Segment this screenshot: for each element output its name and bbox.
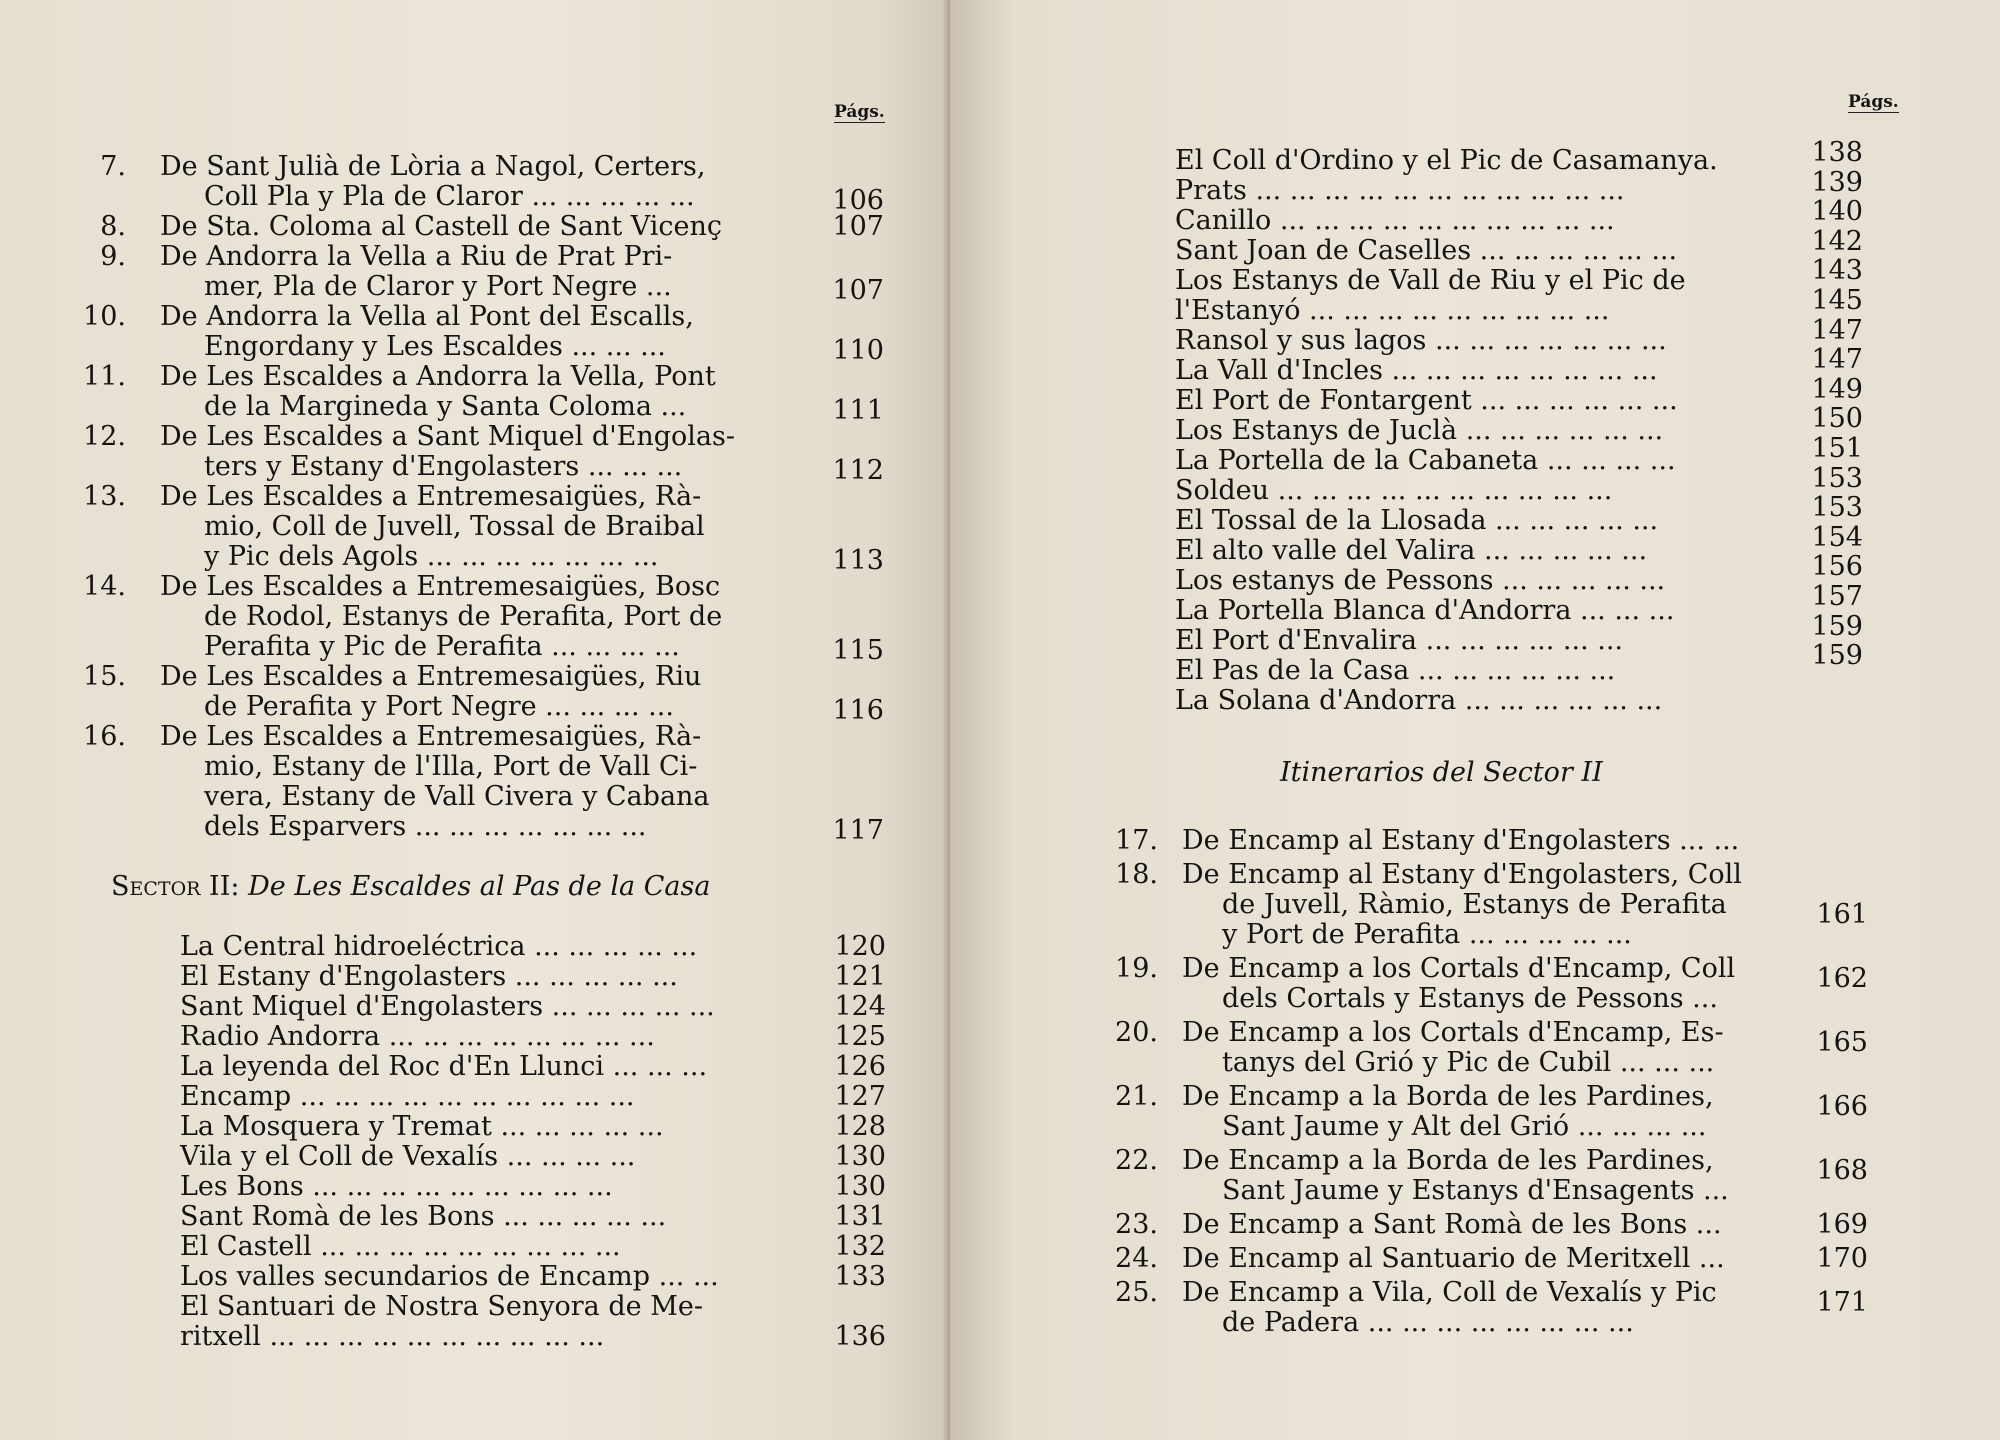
page-number: 156: [1811, 551, 1863, 583]
itinerary-text: tanys del Grió y Pic de Cubil ... ... ...: [1222, 1047, 1715, 1078]
itinerary-number: 11.: [83, 361, 126, 392]
pages-column-header: Págs.: [1848, 92, 1899, 112]
place-entry: Ransol y sus lagos ... ... ... ... ... ... ...: [1175, 325, 1667, 356]
page-number: 133: [834, 1261, 886, 1292]
place-entry: Los Estanys de Vall de Riu y el Pic de: [1175, 265, 1686, 296]
page-number: 111: [832, 395, 884, 426]
page-number: 147: [1811, 314, 1863, 346]
page-number: 159: [1811, 640, 1863, 672]
page-number: 166: [1816, 1091, 1868, 1122]
place-entry: Los estanys de Pessons ... ... ... ... ...: [1175, 565, 1666, 596]
page-number: 110: [832, 335, 884, 366]
itinerary-number: 19.: [1115, 953, 1158, 984]
place-entry: El Santuari de Nostra Senyora de Me-: [180, 1291, 703, 1322]
place-entry: La Central hidroeléctrica ... ... ... ... ...: [180, 931, 698, 962]
itinerary-text: ters y Estany d'Engolasters ... ... ...: [204, 451, 683, 482]
page-number: 154: [1811, 521, 1863, 553]
place-entry: El Coll d'Ordino y el Pic de Casamanya.: [1175, 145, 1718, 176]
page-number: 159: [1811, 610, 1863, 642]
itinerary-text: Sant Jaume y Alt del Grió ... ... ... ...: [1222, 1111, 1707, 1142]
page-number: 150: [1811, 403, 1863, 435]
page-number: 130: [834, 1171, 886, 1202]
itinerary-text: mio, Coll de Juvell, Tossal de Braibal: [204, 511, 705, 542]
itinerary-text: Engordany y Les Escaldes ... ... ...: [204, 331, 666, 362]
page-number: 131: [834, 1201, 886, 1232]
page-number: 161: [1816, 899, 1868, 930]
place-entry: Sant Joan de Caselles ... ... ... ... ... ...: [1175, 235, 1678, 266]
itinerary-number: 20.: [1115, 1017, 1158, 1048]
place-entry: La Solana d'Andorra ... ... ... ... ... ...: [1175, 685, 1663, 716]
page-number: 121: [834, 961, 886, 992]
place-entry: Radio Andorra ... ... ... ... ... ... ... ...: [180, 1021, 655, 1052]
itinerary-number: 12.: [83, 421, 126, 452]
itinerary-text: y Pic dels Agols ... ... ... ... ... ... ...: [204, 541, 659, 572]
page-number: 138: [1811, 137, 1863, 168]
place-entry: Les Bons ... ... ... ... ... ... ... ... ...: [180, 1171, 613, 1202]
place-entry: El Port de Fontargent ... ... ... ... ... ...: [1175, 385, 1678, 416]
itinerary-number: 16.: [83, 721, 126, 752]
itinerary-text: y Port de Perafita ... ... ... ... ...: [1222, 919, 1632, 950]
sector-heading: [111, 872, 710, 902]
itinerary-text: De Sant Julià de Lòria a Nagol, Certers,: [160, 151, 706, 182]
itinerary-number: 14.: [83, 571, 126, 602]
place-entry: La Mosquera y Tremat ... ... ... ... ...: [180, 1111, 664, 1142]
itinerary-text: De Encamp a los Cortals d'Encamp, Coll: [1182, 953, 1736, 984]
page-number: 151: [1811, 433, 1863, 464]
place-entry: ritxell ... ... ... ... ... ... ... ... ... ...: [180, 1321, 605, 1352]
itinerary-text: Coll Pla y Pla de Claror ... ... ... ... ...: [204, 181, 695, 212]
page-number: 120: [834, 931, 886, 962]
page-number: 139: [1811, 166, 1863, 198]
itinerary-number: 23.: [1115, 1209, 1158, 1240]
itinerary-text: de Rodol, Estanys de Perafita, Port de: [204, 601, 723, 632]
itinerary-text: De Les Escaldes a Entremesaigües, Rà-: [160, 721, 702, 752]
place-entry: El Tossal de la Llosada ... ... ... ... ...: [1175, 505, 1659, 536]
page-number: 169: [1816, 1209, 1868, 1240]
place-entry: La Portella de la Cabaneta ... ... ... ...: [1175, 445, 1676, 476]
itinerary-text: mer, Pla de Claror y Port Negre ...: [204, 271, 672, 302]
page-number: 126: [834, 1051, 886, 1082]
page-number: 136: [834, 1321, 886, 1352]
place-entry: El Port d'Envalira ... ... ... ... ... ...: [1175, 625, 1624, 656]
place-entry: Vila y el Coll de Vexalís ... ... ... ...: [180, 1141, 636, 1172]
itinerary-number: 8.: [100, 211, 126, 242]
page-number: 142: [1811, 225, 1863, 257]
itinerary-number: 24.: [1115, 1243, 1158, 1274]
page-number: 117: [832, 815, 884, 846]
itinerary-text: De Encamp a la Borda de les Pardines,: [1182, 1145, 1714, 1176]
itinerary-number: 17.: [1115, 825, 1158, 856]
page-number: 162: [1816, 963, 1868, 994]
itinerary-heading: Itinerarios del Sector II: [1280, 757, 1603, 788]
right-page: [950, 0, 2000, 1440]
itinerary-text: dels Esparvers ... ... ... ... ... ... ...: [204, 811, 647, 842]
itinerary-text: Sant Jaume y Estanys d'Ensagents ...: [1222, 1175, 1729, 1206]
itinerary-text: de Padera ... ... ... ... ... ... ... ...: [1222, 1307, 1634, 1338]
page-number: 132: [834, 1231, 886, 1262]
left-page: [0, 0, 950, 1440]
page-number: 115: [832, 635, 884, 666]
pages-column-header: Págs.: [834, 102, 885, 122]
page-number: 165: [1816, 1027, 1868, 1058]
page-number: 107: [832, 211, 884, 242]
page-number: 140: [1811, 196, 1863, 228]
itinerary-number: 22.: [1115, 1145, 1158, 1176]
page-number: 143: [1811, 255, 1863, 287]
itinerary-text: De Les Escaldes a Andorra la Vella, Pont: [160, 361, 716, 392]
page-number: 171: [1816, 1287, 1868, 1318]
page-number: 124: [834, 991, 886, 1022]
itinerary-number: 10.: [83, 301, 126, 332]
itinerary-number: 25.: [1115, 1277, 1158, 1308]
page-number: 145: [1811, 285, 1863, 316]
itinerary-text: De Les Escaldes a Entremesaigües, Bosc: [160, 571, 721, 602]
itinerary-text: De Les Escaldes a Entremesaigües, Riu: [160, 661, 702, 692]
itinerary-number: 18.: [1115, 859, 1158, 890]
page-number: 125: [834, 1021, 886, 1052]
page-number: 147: [1811, 344, 1863, 376]
itinerary-text: de Juvell, Ràmio, Estanys de Perafita: [1222, 889, 1727, 920]
place-entry: El Castell ... ... ... ... ... ... ... ... ...: [180, 1231, 621, 1262]
place-entry: l'Estanyó ... ... ... ... ... ... ... ... ...: [1175, 295, 1610, 326]
itinerary-number: 7.: [100, 151, 126, 182]
place-entry: La Portella Blanca d'Andorra ... ... ...: [1175, 595, 1675, 626]
page-number: 157: [1811, 581, 1863, 612]
place-entry: Sant Miquel d'Engolasters ... ... ... ... ...: [180, 991, 715, 1022]
itinerary-text: de Perafita y Port Negre ... ... ... ...: [204, 691, 674, 722]
page-number: 112: [832, 455, 884, 486]
itinerary-text: De Encamp al Estany d'Engolasters, Coll: [1182, 859, 1742, 890]
itinerary-text: vera, Estany de Vall Civera y Cabana: [204, 781, 710, 812]
place-entry: El Estany d'Engolasters ... ... ... ... ...: [180, 961, 678, 992]
page-number: 116: [832, 695, 884, 726]
place-entry: El alto valle del Valira ... ... ... ... ...: [1175, 535, 1648, 566]
place-entry: Soldeu ... ... ... ... ... ... ... ... ... ...: [1175, 475, 1613, 506]
place-entry: Encamp ... ... ... ... ... ... ... ... ... ...: [180, 1081, 635, 1112]
itinerary-text: De Encamp a la Borda de les Pardines,: [1182, 1081, 1714, 1112]
itinerary-text: De Encamp a Vila, Coll de Vexalís y Pic: [1182, 1277, 1717, 1308]
page-number: 127: [834, 1081, 886, 1112]
place-entry: La Vall d'Incles ... ... ... ... ... ... ... ...: [1175, 355, 1658, 386]
place-entry: Canillo ... ... ... ... ... ... ... ... ... ...: [1175, 205, 1615, 236]
sector-title: De Les Escaldes al Pas de la Casa: [248, 871, 711, 902]
itinerary-text: De Encamp a Sant Romà de les Bons ...: [1182, 1209, 1722, 1240]
place-entry: Sant Romà de les Bons ... ... ... ... ...: [180, 1201, 667, 1232]
itinerary-text: de la Margineda y Santa Coloma ...: [204, 391, 687, 422]
itinerary-text: De Encamp al Estany d'Engolasters ... ...: [1182, 825, 1740, 856]
itinerary-text: De Andorra la Vella a Riu de Prat Pri-: [160, 241, 673, 272]
page-number: 168: [1816, 1155, 1868, 1186]
place-entry: El Pas de la Casa ... ... ... ... ... ...: [1175, 655, 1616, 686]
page-number: 153: [1811, 492, 1863, 524]
itinerary-text: Perafita y Pic de Perafita ... ... ... ...: [204, 631, 680, 662]
page-number: 128: [834, 1111, 886, 1142]
page-number: 107: [832, 275, 884, 306]
page-number: 153: [1811, 462, 1863, 494]
itinerary-number: 9.: [100, 241, 126, 272]
sector-label: Sector II:: [111, 871, 240, 902]
itinerary-number: 13.: [83, 481, 126, 512]
page-number: 170: [1816, 1243, 1868, 1274]
itinerary-text: De Sta. Coloma al Castell de Sant Vicenç: [160, 211, 723, 242]
itinerary-number: 15.: [83, 661, 126, 692]
itinerary-text: De Les Escaldes a Entremesaigües, Rà-: [160, 481, 702, 512]
page-number: 113: [832, 545, 884, 576]
itinerary-number: 21.: [1115, 1081, 1158, 1112]
page-number: 149: [1811, 373, 1863, 405]
itinerary-text: De Les Escaldes a Sant Miquel d'Engolas-: [160, 421, 735, 452]
place-entry: Prats ... ... ... ... ... ... ... ... ... ... ...: [1175, 175, 1625, 206]
itinerary-text: De Andorra la Vella al Pont del Escalls,: [160, 301, 694, 332]
itinerary-text: De Encamp al Santuario de Meritxell ...: [1182, 1243, 1725, 1274]
page-number: 106: [832, 185, 884, 216]
place-entry: Los Estanys de Juclà ... ... ... ... ... ...: [1175, 415, 1664, 446]
page-number: 130: [834, 1141, 886, 1172]
place-entry: La leyenda del Roc d'En Llunci ... ... ...: [180, 1051, 708, 1082]
itinerary-text: dels Cortals y Estanys de Pessons ...: [1222, 983, 1718, 1014]
itinerary-text: mio, Estany de l'Illa, Port de Vall Ci-: [204, 751, 698, 782]
itinerary-text: De Encamp a los Cortals d'Encamp, Es-: [1182, 1017, 1724, 1048]
place-entry: Los valles secundarios de Encamp ... ...: [180, 1261, 719, 1292]
